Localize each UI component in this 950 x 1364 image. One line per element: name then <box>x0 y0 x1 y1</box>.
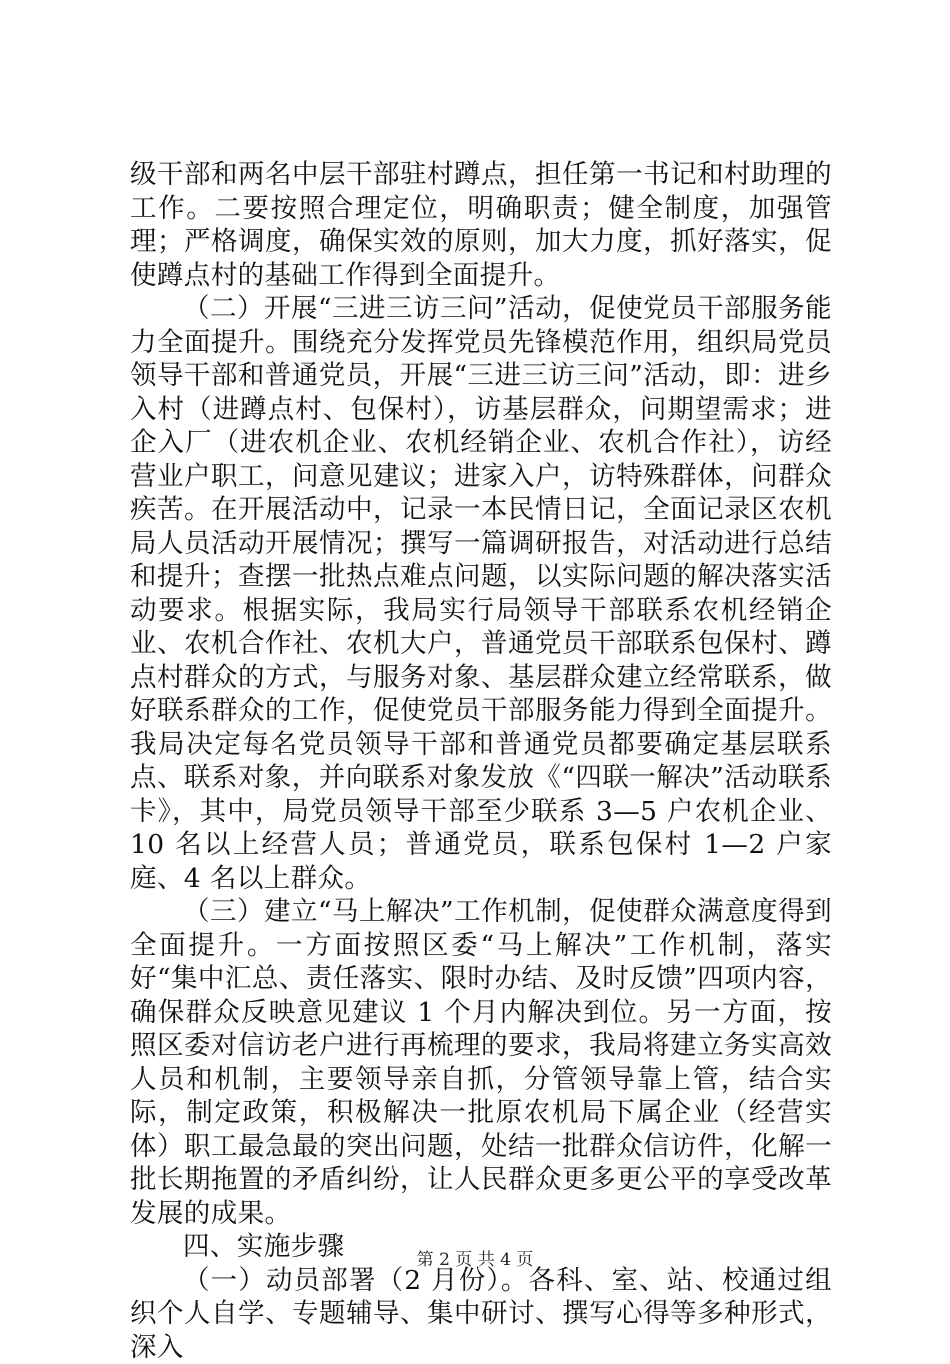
paragraph-continuation: 级干部和两名中层干部驻村蹲点，担任第一书记和村助理的工作。二要按照合理定位，明确职责；健全制度，加强管理；严格调度，确保实效的原则，加大力度，抓好落实，促使蹲点村的基础工作得到全面提升。 <box>130 158 832 292</box>
paragraph-section-three: （三）建立“马上解决”工作机制，促使群众满意度得到全面提升。一方面按照区委“马上解决”工作机制，落实好“集中汇总、责任落实、限时办结、及时反馈”四项内容，确保群众反映意见建议 1 个月内解决到位。另一方面，按照区委对信访老户进行再梳理的要求，我局将建立务实高效人员和机制，主要领导亲自抓，分管领导靠上管，结合实际，制定政策，积极解决一批原农机局下属企业（经营实体）职工最急最的突出问题，处结一批群众信访件，化解一批长期拖置的矛盾纠纷，让人民群众更多更公平的享受改革发展的成果。 <box>130 895 832 1230</box>
paragraph-section-two: （二）开展“三进三访三问”活动，促使党员干部服务能力全面提升。围绕充分发挥党员先锋模范作用，组织局党员领导干部和普通党员，开展“三进三访三问”活动，即：进乡入村（进蹲点村、包保村），访基层群众，问期望需求；进企入厂（进农机企业、农机经销企业、农机合作社），访经营业户职工，问意见建议；进家入户，访特殊群体，问群众疾苦。在开展活动中，记录一本民情日记，全面记录区农机局人员活动开展情况；撰写一篇调研报告，对活动进行总结和提升；查摆一批热点难点问题，以实际问题的解决落实活动要求。根据实际，我局实行局领导干部联系农机经销企业、农机合作社、农机大户，普通党员干部联系包保村、蹲点村群众的方式，与服务对象、基层群众建立经常联系，做好联系群众的工作，促使党员干部服务能力得到全面提升。我局决定每名党员领导干部和普通党员都要确定基层联系点、联系对象，并向联系对象发放《“四联一解决”活动联系卡》，其中，局党员领导干部至少联系 3—5 户农机企业、10 名以上经营人员；普通党员，联系包保村 1—2 户家庭、4 名以上群众。 <box>130 292 832 895</box>
paragraph-step-one: （一）动员部署（2 月份）。各科、室、站、校通过组织个人自学、专题辅导、集中研讨、撰写心得等多种形式，深入 <box>130 1264 832 1364</box>
heading-implementation-steps: 四、实施步骤 <box>130 1230 832 1264</box>
document-body <box>130 158 832 1364</box>
page-footer: 第 2 页 共 4 页 <box>0 1245 950 1270</box>
